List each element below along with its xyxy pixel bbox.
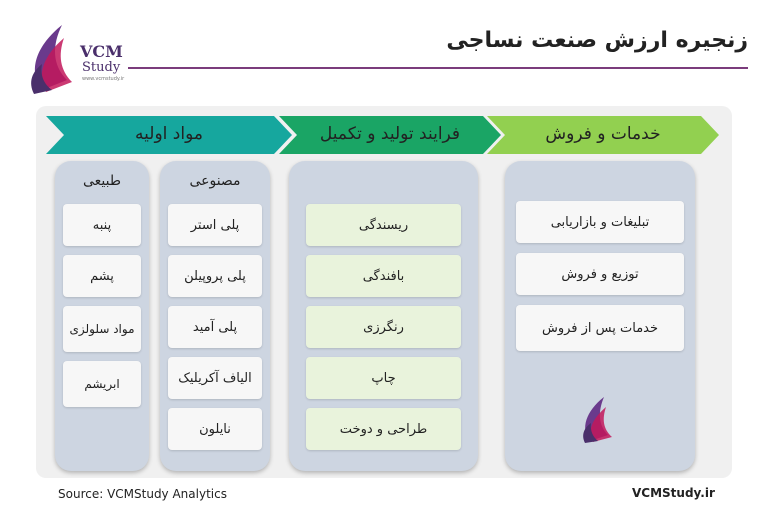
logo-text-vcm: VCM: [80, 42, 123, 61]
production-column: [289, 161, 478, 471]
natural-item: مواد سلولزی: [63, 306, 141, 352]
synthetic-item: پلی پروپیلن: [168, 255, 262, 297]
synthetic-item: نایلون: [168, 408, 262, 450]
production-item: بافندگی: [306, 255, 461, 297]
stage-label-production: فرایند تولید و تکمیل: [319, 124, 461, 144]
sales-item: خدمات پس از فروش: [516, 305, 684, 351]
synthetic-item: الیاف آکریلیک: [168, 357, 262, 399]
natural-item: پنبه: [63, 204, 141, 246]
synthetic-item: پلی آمید: [168, 306, 262, 348]
synthetic-item: پلی استر: [168, 204, 262, 246]
header-divider: [128, 67, 748, 69]
page-title: زنجیره ارزش صنعت نساجی: [446, 28, 748, 53]
synthetic-materials-column: [160, 161, 270, 471]
natural-item: پشم: [63, 255, 141, 297]
natural-item: ابریشم: [63, 361, 141, 407]
production-item: رنگرزی: [306, 306, 461, 348]
logo-url: www.vcmstudy.ir: [82, 76, 125, 82]
vcm-small-logo-icon: [578, 393, 618, 445]
sales-item: توزیع و فروش: [516, 253, 684, 295]
site-link[interactable]: VCMStudy.ir: [632, 486, 715, 500]
natural-materials-column: [55, 161, 149, 471]
natural-heading: طبیعی: [82, 173, 121, 189]
production-item: چاپ: [306, 357, 461, 399]
production-item: ریسندگی: [306, 204, 461, 246]
synthetic-heading: مصنوعی: [189, 173, 241, 189]
production-item: طراحی و دوخت: [306, 408, 461, 450]
stage-label-raw-materials: مواد اولیه: [135, 124, 203, 144]
stage-label-sales: خدمات و فروش: [545, 124, 661, 144]
logo-text-study: Study: [82, 60, 121, 75]
source-note: Source: VCMStudy Analytics: [58, 487, 227, 501]
sales-item: تبلیغات و بازاریابی: [516, 201, 684, 243]
